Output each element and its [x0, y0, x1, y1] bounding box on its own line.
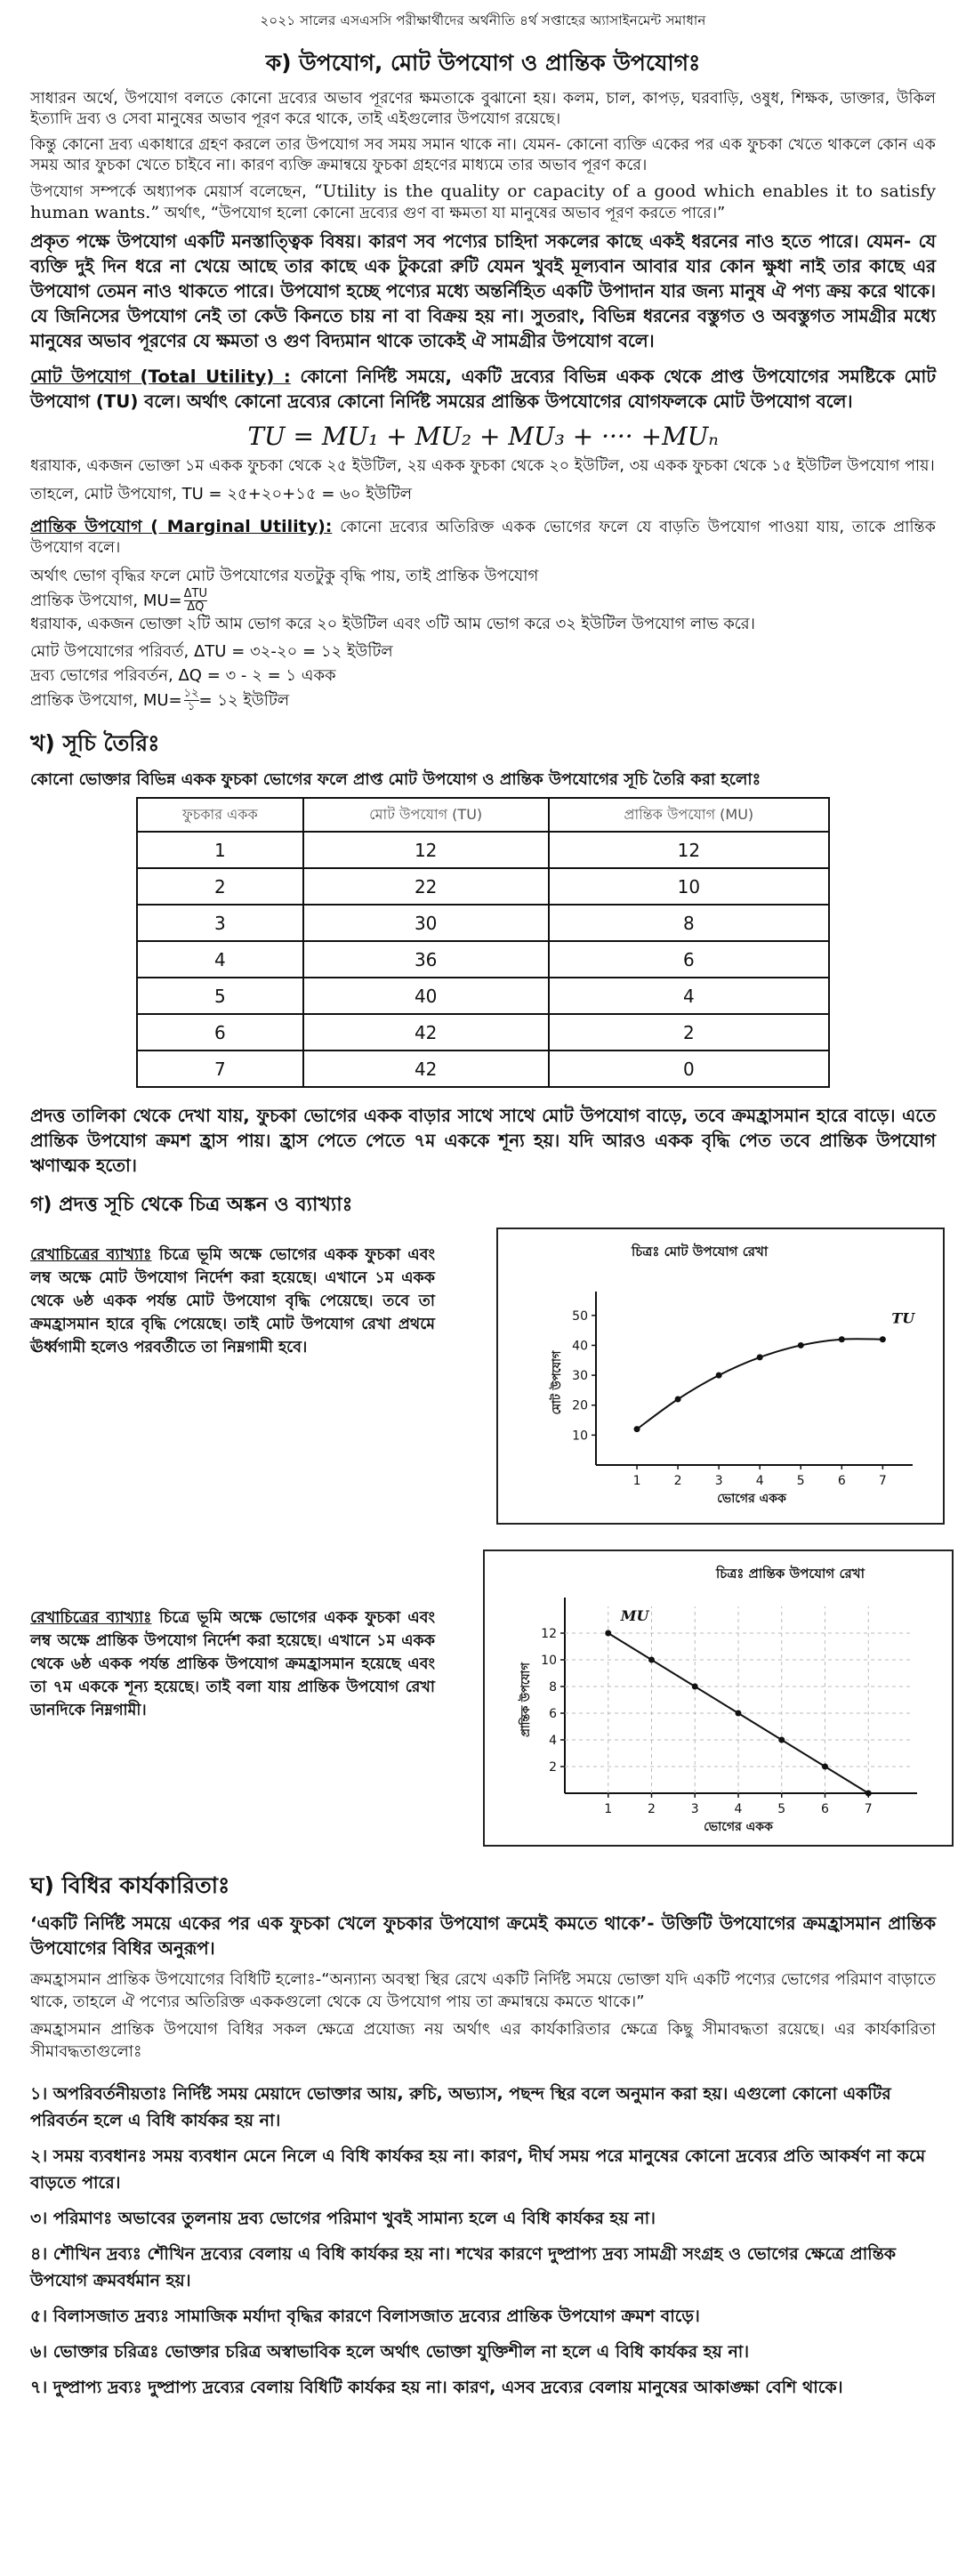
section-a-title: ক) উপযোগ, মোট উপযোগ ও প্রান্তিক উপযোগঃ: [265, 50, 701, 76]
section-d-title: ঘ) বিধির কার্যকারিতাঃ: [30, 1872, 230, 1898]
tu-explanation: [30, 1244, 435, 1359]
table-cell: 42: [303, 1051, 549, 1087]
tu-result: তাহলে, মোট উপযোগ, TU = ২৫+২০+১৫ = ৬০ ইউটিল: [30, 485, 413, 503]
tu-chart-frame: [496, 1228, 945, 1525]
series-label: MU: [620, 1607, 649, 1624]
table-cell: 0: [549, 1051, 829, 1087]
table-cell: 2: [549, 1014, 829, 1051]
tu-explanation-text: চিত্রে ভূমি অক্ষে ভোগের একক ফুচকা এবং লম্ব অক্ষে মোট উপযোগ নির্দেশ করা হয়েছে। এখানে ১ম একক থেকে ৬ষ্ঠ একক পর্যন্ত মোট উপযোগ বৃদ্ধি পেয়েছে। তবে তা ক্রমহ্রাসমান হারে বৃদ্ধি পেয়েছে। তাই মোট উপযোগ রেখা প্রথমে ঊর্ধ্বগামী হলেও পরবর্তীতে তা নিম্নগামী হবে।: [30, 1246, 435, 1356]
data-point: [675, 1397, 681, 1403]
mu-explanation-label: রেখাচিত্রের ব্যাখ্যাঃ: [30, 1609, 152, 1627]
total-utility-text: কোনো নির্দিষ্ট সময়ে, একটি দ্রব্যের বিভিন্ন একক থেকে প্রাপ্ত উপযোগের সমষ্টিকে মোট উপযোগ (TU) বলে। অর্থাৎ কোনো দ্রব্যের কোনো নির্দিষ্ট সময়ের প্রান্তিক উপযোগের যোগফলকে মোট উপযোগ বলে।: [30, 366, 936, 412]
list-item-label: ১। অপরিবর্তনীয়তাঃ: [30, 2084, 167, 2104]
data-point: [692, 1684, 698, 1690]
tu-chart: [498, 1229, 943, 1523]
list-item: [30, 2303, 936, 2330]
section-a-p2: কিন্তু কোনো দ্রব্য একাধারে গ্রহণ করলে তার উপযোগ সব সময় সমান থাকে না। যেমন- কোনো ব্যক্তি একের পর এক ফুচকা খেতে থাকলে কোন এক সময় আর ফুচকা খেতে চাইবে না। কারণ ব্যক্তি ক্রমান্বয়ে ফুচকা গ্রহণের মাধ্যমে তার অভাব পূরণ করে।: [30, 136, 936, 174]
x-tick-label: 4: [734, 1802, 743, 1816]
x-tick-label: 6: [837, 1474, 846, 1488]
marginal-utility-para: [30, 517, 936, 559]
table-cell: 12: [549, 832, 829, 868]
mu-numerator: ΔTU: [183, 587, 207, 600]
myers-intro: উপযোগ সম্পর্কে অধ্যাপক মেয়ার্স বলেছেন,: [30, 183, 314, 201]
table-cell: 12: [303, 832, 549, 868]
table-row: [137, 905, 829, 941]
series-line: [637, 1339, 882, 1429]
table-row: [137, 832, 829, 868]
mu-result-tail: = ১২ ইউটিল: [198, 691, 290, 710]
table-cell: 2: [137, 868, 303, 905]
y-tick-label: 20: [572, 1398, 588, 1413]
list-item-text: সময় ব্যবধান মেনে নিলে এ বিধি কার্যকর হয় না। কারণ, দীর্ঘ সময় পরে মানুষের কোনো দ্রব্যের প্রতি আকর্ষণ না কমে বাড়তে পারে।: [30, 2146, 926, 2193]
table-header-cell: মোট উপযোগ (TU): [303, 798, 549, 832]
data-point: [716, 1373, 722, 1379]
chart-title: চিত্রঃ মোট উপযোগ রেখা: [632, 1244, 769, 1260]
marginal-utility-text: কোনো দ্রব্যের অতিরিক্ত একক ভোগের ফলে যে বাড়তি উপযোগ পাওয়া যায়, তাকে প্রান্তিক উপযোগ বলে।: [30, 519, 936, 557]
table-cell: 36: [303, 941, 549, 978]
data-point: [822, 1764, 828, 1770]
mu-result-numerator: ১২: [183, 687, 199, 700]
table-cell: 3: [137, 905, 303, 941]
mu-formula: [30, 588, 936, 614]
x-axis-label: ভোগের একক: [717, 1492, 786, 1506]
utility-table: [136, 797, 830, 1088]
data-point: [605, 1630, 611, 1637]
x-tick-label: 3: [714, 1474, 723, 1488]
y-tick-label: 10: [541, 1654, 557, 1668]
table-cell: 22: [303, 868, 549, 905]
table-row: [137, 1014, 829, 1051]
list-item: [30, 2205, 936, 2232]
table-row: [137, 978, 829, 1014]
table-cell: 7: [137, 1051, 303, 1087]
section-c-title: গ) প্রদত্ত সূচি থেকে চিত্র অঙ্কন ও ব্যাখ্যাঃ: [30, 1194, 353, 1216]
list-item-text: শৌখিন দ্রব্যের বেলায় এ বিধি কার্যকর হয় না। শখের কারণে দুষ্প্রাপ্য দ্রব্য সামগ্রী সংগ্রহ ও ভোগের ক্ষেত্রে প্রান্তিক উপযোগ ক্রমবর্ধমান হয়।: [30, 2244, 897, 2290]
y-tick-label: 30: [572, 1369, 588, 1384]
series-label: TU: [891, 1309, 915, 1327]
tu-explanation-label: রেখাচিত্রের ব্যাখ্যাঃ: [30, 1246, 152, 1264]
list-item-label: ৫। বিলাসজাত দ্রব্যঃ: [30, 2306, 170, 2326]
data-point: [736, 1711, 742, 1717]
header-note: ২০২১ সালের এসএসসি পরীক্ষার্থীদের অর্থনীতি ৪র্থ সপ্তাহের অ্যাসাইনমেন্ট সমাধান: [260, 12, 706, 28]
y-tick-label: 8: [549, 1680, 557, 1695]
mu-result-denominator: ১: [187, 700, 196, 713]
mu-denominator: ΔQ: [187, 600, 205, 614]
x-axis-label: ভোগের একক: [704, 1820, 773, 1834]
table-row: [137, 868, 829, 905]
table-row: [137, 941, 829, 978]
data-point: [757, 1354, 763, 1360]
x-tick-label: 1: [632, 1474, 641, 1488]
table-cell: 6: [549, 941, 829, 978]
list-item: [30, 2339, 936, 2365]
list-item: [30, 2143, 936, 2196]
myers-meaning: অর্থাৎ, “উপযোগ হলো কোনো দ্রব্যের গুণ বা ক্ষমতা যা মানুষের অভাব পূরণ করতে পারে।”: [159, 205, 726, 222]
list-item-label: ২। সময় ব্যবধানঃ: [30, 2146, 147, 2166]
list-item-label: ৭। দুষ্প্রাপ্য দ্রব্যঃ: [30, 2378, 142, 2397]
data-point: [880, 1336, 886, 1342]
delta-q: দ্রব্য ভোগের পরিবর্তন, ΔQ = ৩ - ২ = ১ একক: [30, 666, 336, 685]
data-point: [648, 1657, 655, 1663]
section-a-p3: [30, 181, 936, 224]
table-cell: 4: [137, 941, 303, 978]
data-point: [865, 1791, 872, 1797]
mu-result-label: প্রান্তিক উপযোগ, MU=: [30, 691, 182, 710]
mu-result: [30, 688, 936, 713]
y-axis-label: মোট উপযোগ: [551, 1350, 564, 1415]
section-b-after: প্রদত্ত তালিকা থেকে দেখা যায়, ফুচকা ভোগের একক বাড়ার সাথে সাথে মোট উপযোগ বাড়ে, তবে ক্রমহ্রাসমান হারে বাড়ে। এতে প্রান্তিক উপযোগ ক্রমশ হ্রাস পায়। হ্রাস পেতে পেতে ৭ম এককে শূন্য হয়। যদি আরও একক বৃদ্ধি পেত তবে প্রান্তিক উপযোগ ঋণাত্মক হতো।: [30, 1106, 936, 1176]
table-cell: 8: [549, 905, 829, 941]
list-item: [30, 2374, 936, 2401]
section-b-subtitle: কোনো ভোক্তার বিভিন্ন একক ফুচকা ভোগের ফলে প্রাপ্ত মোট উপযোগ ও প্রান্তিক উপযোগের সূচি তৈরি করা হলোঃ: [30, 770, 761, 789]
x-tick-label: 2: [673, 1474, 682, 1488]
mu-chart: [485, 1551, 952, 1845]
list-item-text: সামাজিক মর্যাদা বৃদ্ধির কারণে বিলাসজাত দ্রব্যের প্রান্তিক উপযোগ ক্রমশ বাড়ে।: [169, 2306, 700, 2326]
table-cell: 6: [137, 1014, 303, 1051]
law-limitations-list: [30, 2081, 936, 2401]
x-tick-label: 2: [648, 1802, 656, 1816]
list-item-text: নির্দিষ্ট সময় মেয়াদে ভোক্তার আয়, রুচি, অভ্যাস, পছন্দ স্থির বলে অনুমান করা হয়। এগুলো কোনো একটির পরিবর্তন হলে এ বিধি কার্যকর হয় না।: [30, 2084, 891, 2130]
mu-chart-frame: [483, 1550, 954, 1847]
section-d-p1: ‘একটি নির্দিষ্ট সময়ে একের পর এক ফুচকা খেলে ফুচকার উপযোগ ক্রমেই কমতে থাকে’- উক্তিটি উপযোগের ক্রমহ্রাসমান প্রান্তিক উপযোগের বিধির অনুরূপ।: [30, 1913, 936, 1959]
myers-quote: “Utility is the quality or capacity of a good which enables it to satisfy human wants.”: [30, 181, 936, 222]
mu-chart-row: [30, 1550, 936, 1847]
list-item-text: দুষ্প্রাপ্য দ্রব্যের বেলায় বিধিটি কার্যকর হয় না। কারণ, এসব দ্রব্যের বেলায় মানুষের আকাঙ্ক্ষা বেশি থাকে।: [141, 2378, 843, 2397]
x-tick-label: 1: [604, 1802, 613, 1816]
table-cell: 40: [303, 978, 549, 1014]
table-cell: 4: [549, 978, 829, 1014]
x-tick-label: 4: [755, 1474, 764, 1488]
data-point: [778, 1737, 785, 1743]
table-cell: 42: [303, 1014, 549, 1051]
section-d-p2: ক্রমহ্রাসমান প্রান্তিক উপযোগের বিধিটি হলোঃ-“অন্যান্য অবস্থা স্থির রেখে একটি নির্দিষ্ট সময়ে ভোক্তা যদি একটি পণ্যের ভোগের পরিমাণ বাড়াতে থাকে, তাহলে ঐ পণ্যের অতিরিক্ত এককগুলো থেকে যে উপযোগ পায় তা ক্রমান্বয়ে কমতে থাকে।”: [30, 1970, 936, 2011]
y-tick-label: 50: [572, 1308, 588, 1324]
y-tick-label: 6: [549, 1707, 557, 1721]
y-tick-label: 12: [541, 1627, 557, 1641]
data-point: [839, 1336, 845, 1342]
x-tick-label: 7: [864, 1802, 873, 1816]
table-cell: 30: [303, 905, 549, 941]
list-item-text: ভোক্তার চরিত্র অস্বাভাবিক হলে অর্থাৎ ভোক্তা যুক্তিশীল না হলে এ বিধি কার্যকর হয় না।: [158, 2342, 750, 2362]
tu-example: ধরাযাক, একজন ভোক্তা ১ম একক ফুচকা থেকে ২৫ ইউটিল, ২য় একক ফুচকা থেকে ২০ ইউটিল, ৩য় একক ফুচকা থেকে ১৫ ইউটিল উপযোগ পায়।: [30, 457, 935, 475]
list-item-label: ৩। পরিমাণঃ: [30, 2209, 113, 2228]
y-tick-label: 40: [572, 1339, 588, 1354]
y-tick-label: 4: [549, 1734, 557, 1748]
y-axis-label: প্রান্তিক উপযোগ: [519, 1662, 533, 1737]
data-point: [634, 1426, 640, 1432]
table-header-row: [137, 798, 829, 832]
table-cell: 5: [137, 978, 303, 1014]
table-cell: 10: [549, 868, 829, 905]
x-tick-label: 5: [796, 1474, 805, 1488]
mu-explanation: [30, 1606, 435, 1722]
marginal-utility-text2: অর্থাৎ ভোগ বৃদ্ধির ফলে মোট উপযোগের যতটুকু বৃদ্ধি পায়, তাই প্রান্তিক উপযোগ: [30, 567, 539, 585]
mu-explanation-text: চিত্রে ভূমি অক্ষে ভোগের একক ফুচকা এবং লম্ব অক্ষে প্রান্তিক উপযোগ নির্দেশ করা হয়েছে। এখানে ১ম একক থেকে ৬ষ্ঠ একক পর্যন্ত প্রান্তিক উপযোগ ক্রমহ্রাসমান হয়েছে এবং তা ৭ম এককে শূন্য হয়েছে। তাই বলা যায় প্রান্তিক উপযোগ রেখা ডানদিকে নিম্নগামী।: [30, 1609, 435, 1719]
total-utility-para: [30, 365, 936, 415]
table-header-cell: প্রান্তিক উপযোগ (MU): [549, 798, 829, 832]
tu-formula: TU = MU₁ + MU₂ + MU₃ + ···· +MUₙ: [247, 422, 719, 451]
x-tick-label: 3: [690, 1802, 699, 1816]
mu-example: ধরাযাক, একজন ভোক্তা ২টি আম ভোগ করে ২০ ইউটিল এবং ৩টি আম ভোগ করে ৩২ ইউটিল উপযোগ লাভ করে।: [30, 615, 755, 633]
table-row: [137, 1051, 829, 1087]
total-utility-title: মোট উপযোগ (Total Utility) :: [30, 366, 291, 387]
data-point: [798, 1342, 804, 1348]
section-d-p3: ক্রমহ্রাসমান প্রান্তিক উপযোগ বিধির সকল ক্ষেত্রে প্রযোজ্য নয় অর্থাৎ এর কার্যকারিতার ক্ষেত্রে কিছু সীমাবদ্ধতা রয়েছে। এর কার্যকারিতা সীমাবদ্ধতাগুলোঃ: [30, 2020, 936, 2061]
tu-chart-row: [30, 1228, 936, 1525]
list-item: [30, 2081, 936, 2134]
section-a-p4: প্রকৃত পক্ষে উপযোগ একটি মনস্তাত্ত্বিক বিষয়। কারণ সব পণ্যের চাহিদা সকলের কাছে একই ধরনের নাও হতে পারে। যেমন- যে ব্যক্তি দুই দিন ধরে না খেয়ে আছে তার কাছে এক টুকরো রুটি যেমন খুবই মূল্যবান আবার যার কোন ক্ষুধা নাই তার কাছে এর উপযোগ তেমন নাও থাকতে পারে। উপযোগ হচ্ছে পণ্যের মধ্যে অন্তর্নিহিত একটি উপাদান যার জন্য মানুষ ঐ পণ্য ক্রয় করে থাকে। যে জিনিসের উপযোগ নেই তা কেউ কিনতে চায় না বা বিক্রয় হয় না। সুতরাং, বিভিন্ন ধরনের বস্তুগত ও অবস্তুগত সামগ্রীর মধ্যে মানুষের অভাব পূরণের যে ক্ষমতা ও গুণ বিদ্যমান থাকে তাকেই ঐ সামগ্রীর উপযোগ বলে।: [30, 231, 936, 351]
x-tick-label: 7: [878, 1474, 887, 1488]
section-a-p1: সাধারন অর্থে, উপযোগ বলতে কোনো দ্রব্যের অভাব পূরণের ক্ষমতাকে বুঝানো হয়। কলম, চাল, কাপড়, ঘরবাড়ি, ওষুধ, শিক্ষক, ডাক্তার, উকিল ইত্যাদি দ্রব্য ও সেবা মানুষের অভাব পূরণ করে থাকে, তাই এইগুলোর উপযোগ রয়েছে।: [30, 90, 936, 128]
marginal-utility-title: প্রান্তিক উপযোগ ( Marginal Utility):: [30, 517, 333, 536]
x-tick-label: 6: [821, 1802, 829, 1816]
table-header-cell: ফুচকার একক: [137, 798, 303, 832]
list-item-label: ৬। ভোক্তার চরিত্রঃ: [30, 2342, 159, 2362]
y-tick-label: 2: [549, 1760, 557, 1775]
y-tick-label: 10: [572, 1429, 588, 1444]
section-b-title: খ) সূচি তৈরিঃ: [30, 730, 160, 756]
list-item: [30, 2241, 936, 2294]
table-cell: 1: [137, 832, 303, 868]
mu-formula-label: প্রান্তিক উপযোগ, MU=: [30, 592, 182, 610]
list-item-label: ৪। শৌখিন দ্রব্যঃ: [30, 2244, 141, 2264]
delta-tu: মোট উপযোগের পরিবর্ত, ΔTU = ৩২-২০ = ১২ ইউটিল: [30, 642, 393, 661]
x-tick-label: 5: [777, 1802, 786, 1816]
list-item-text: অভাবের তুলনায় দ্রব্য ভোগের পরিমাণ খুবই সামান্য হলে এ বিধি কার্যকর হয় না।: [112, 2209, 656, 2228]
chart-title: চিত্রঃ প্রান্তিক উপযোগ রেখা: [716, 1566, 865, 1582]
